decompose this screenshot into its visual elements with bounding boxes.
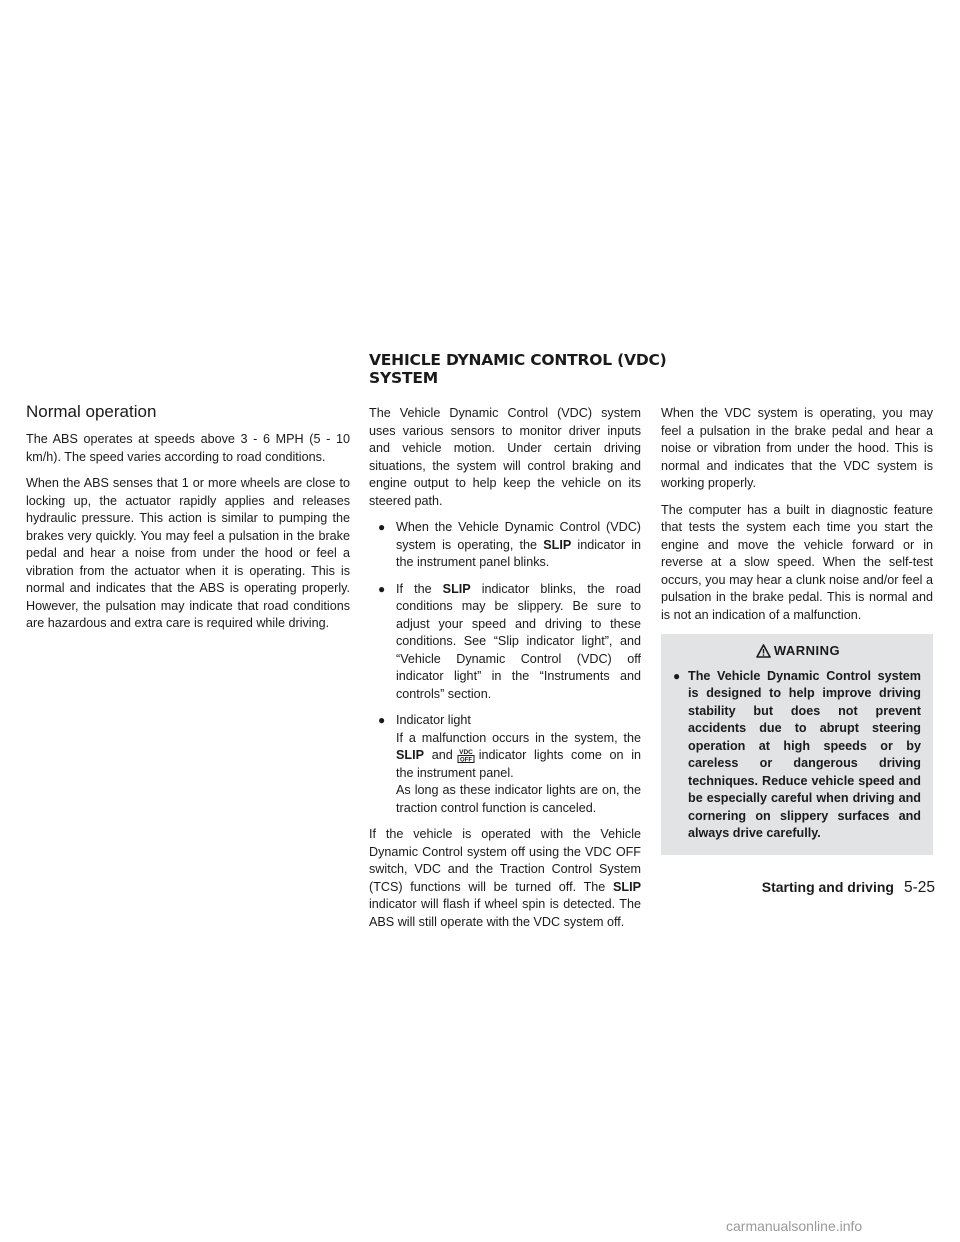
bullet-icon: ●	[378, 520, 386, 534]
vdc-intro-paragraph: The Vehicle Dynamic Control (VDC) system uses various sensors to monitor driver inputs and vehicle motion. Under certain driving situations, the system will control braking and engine output to help keep the vehicle on its steered path.	[369, 406, 641, 508]
left-column	[26, 402, 350, 642]
bullet-item	[369, 519, 641, 572]
warning-header	[675, 642, 921, 660]
warning-item	[675, 668, 921, 843]
warning-triangle-icon	[756, 644, 771, 658]
indicator-light-note: As long as these indicator lights are on, the traction control function is canceled.	[396, 783, 641, 815]
bullet-item	[369, 581, 641, 704]
bullet-icon: ●	[673, 668, 681, 683]
chapter-name: Starting and driving	[761, 879, 894, 895]
indicator-light-title: Indicator light	[396, 713, 471, 727]
indicator-light-text: If a malfunction occurs in the system, the SLIP and VDC OFF indicator lights come on in the instrument panel.	[396, 730, 642, 780]
vdc-pulsation-paragraph: When the VDC system is operating, you may feel a pulsation in the brake pedal and hear a noise or vibration from under the hood. This is normal and indicates that the VDC system is working properly.	[661, 406, 933, 490]
warning-title: WARNING	[773, 643, 841, 658]
bullet-item	[369, 712, 641, 817]
bullet-text: When the Vehicle Dynamic Control (VDC) system is operating, the SLIP indicator in the instrument panel blinks.	[396, 520, 642, 569]
warning-text: The Vehicle Dynamic Control system is designed to help improve driving stability but does not prevent accidents due to abrupt steering operation at high speeds or by careless or dangerous driving techniques. Reduce vehicle speed and be especially careful when driving and cornering on slippery surfaces and always drive carefully.	[688, 668, 921, 840]
middle-column	[369, 405, 641, 940]
vdc-off-paragraph: If the vehicle is operated with the Vehicle Dynamic Control system off using the VDC OFF switch, VDC and the Traction Control System (TCS) functions will be turned off. The SLIP indicator will flash if wheel spin is detected. The ABS will still operate with the VDC system off.	[369, 827, 642, 929]
section-heading: VEHICLE DYNAMIC CONTROL (VDC) SYSTEM	[369, 351, 667, 387]
svg-text:VDC: VDC	[458, 749, 473, 757]
page-number: 5-25	[903, 879, 935, 896]
bullet-text: If the SLIP indicator blinks, the road conditions may be slippery. Be sure to adjust your speed and driving to these conditions. See “Slip indicator light”, and “Vehicle Dynamic Control (VDC) off indicator light” in the “Instruments and controls” section.	[396, 581, 641, 701]
abs-speed-paragraph: The ABS operates at speeds above 3 - 6 MPH (5 - 10 km/h). The speed varies according to road conditions.	[26, 432, 350, 464]
bullet-icon: ●	[378, 581, 386, 596]
abs-operation-paragraph: When the ABS senses that 1 or more wheels are close to locking up, the actuator rapidly applies and releases hydraulic pressure. This action is similar to pumping the brakes very quickly. You may feel a pulsation in the brake pedal and hear a noise from under the hood or feel a vibration from the actuator when it is operating. This is normal and indicates that the ABS is operating properly. However, the pulsation may indicate that road conditions are hazardous and extra care is required while driving.	[26, 476, 350, 630]
diagnostic-paragraph: The computer has a built in diagnostic feature that tests the system each time you start the engine and move the vehicle forward or in reverse at a slow speed. When the self-test occurs, you may hear a clunk noise and/or feel a pulsation in the brake pedal. This is normal and is not an indication of a malfunction.	[661, 502, 933, 622]
right-column	[661, 405, 933, 855]
svg-text:OFF: OFF	[459, 757, 472, 764]
normal-operation-heading: Normal operation	[26, 402, 157, 421]
page-footer	[741, 879, 935, 897]
bullet-icon: ●	[378, 713, 386, 727]
warning-box	[661, 634, 933, 855]
watermark: carmanualsonline.info	[726, 1218, 863, 1234]
vdc-off-indicator-icon	[457, 748, 475, 763]
